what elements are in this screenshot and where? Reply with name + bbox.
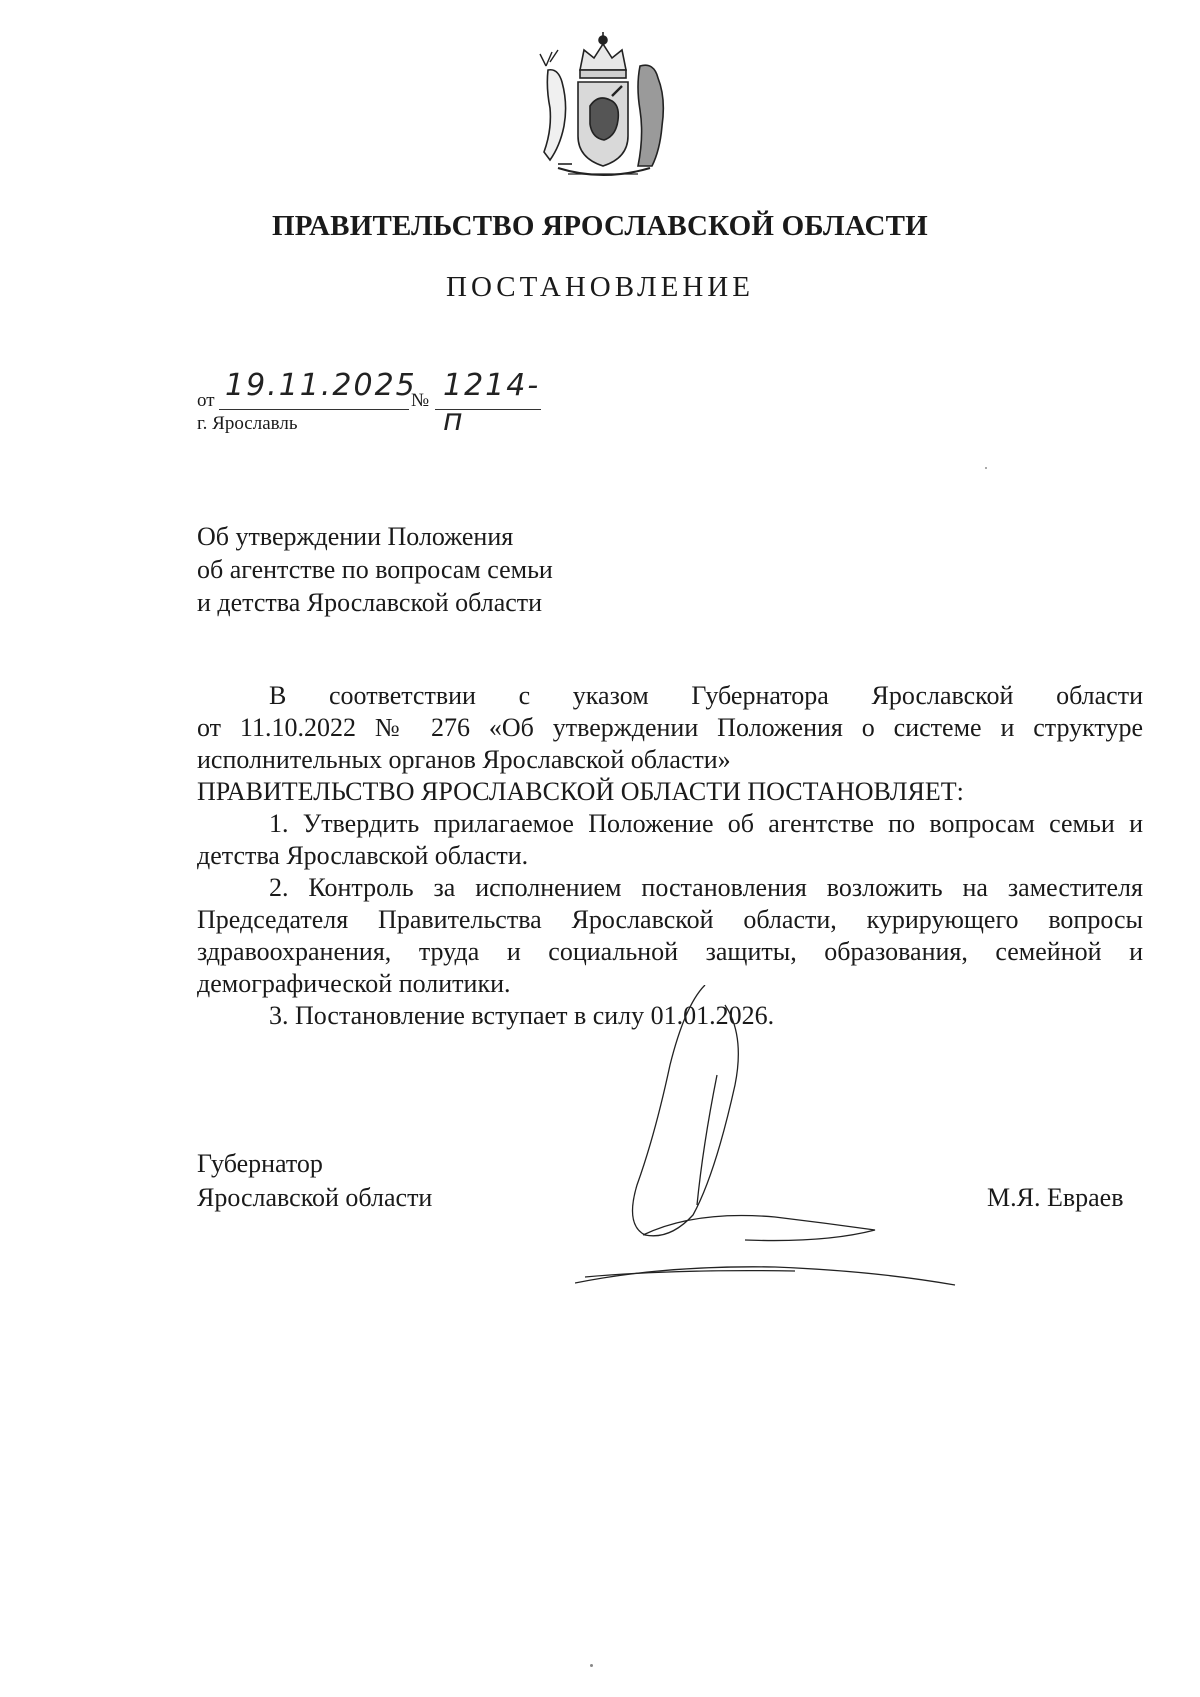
city: г. Ярославль: [197, 413, 298, 434]
handwritten-date: 19.11.2025: [225, 368, 417, 403]
handwritten-number: 1214-п: [443, 368, 541, 438]
number-prefix: №: [411, 390, 430, 411]
item-1: 1. Утвердить прилагаемое Положение об агентстве по вопросам семьи и детства Ярославской области.: [197, 809, 1143, 870]
subject-line: и детства Ярославской области: [197, 588, 543, 617]
document-type: ПОСТАНОВЛЕНИЕ: [446, 271, 754, 303]
item-2: 2. Контроль за исполнением постановления возложить на заместителя Председателя Правительства Ярославской области, курирующего вопросы здравоохранения, труда и социальной защиты, образования, семейной и демографической политики.: [197, 873, 1143, 998]
signatory-title: [197, 1147, 432, 1215]
organization-title: ПРАВИТЕЛЬСТВО ЯРОСЛАВСКОЙ ОБЛАСТИ: [272, 210, 928, 242]
signatory-title-line: Губернатор: [197, 1149, 323, 1178]
subject-line: Об утверждении Положения: [197, 522, 514, 551]
document-body: [197, 680, 1143, 1032]
document-subject: [197, 520, 553, 619]
preamble-line: исполнительных органов Ярославской области»: [197, 745, 731, 774]
preamble-line: В соответствии с указом Губернатора Ярославской области: [269, 681, 1143, 710]
handwritten-signature: [575, 985, 965, 1305]
resolution-clause: ПРАВИТЕЛЬСТВО ЯРОСЛАВСКОЙ ОБЛАСТИ ПОСТАНОВЛЯЕТ:: [197, 777, 964, 806]
date-prefix: от: [197, 390, 215, 411]
signatory-name: М.Я. Евраев: [987, 1183, 1124, 1212]
coat-of-arms-icon: [528, 26, 678, 186]
scan-mark: [590, 1664, 593, 1667]
item-3: 3. Постановление вступает в силу 01.01.2026.: [269, 1001, 775, 1030]
date-underline: [219, 409, 409, 410]
scan-speck: [985, 467, 987, 469]
signatory-title-line: Ярославской области: [197, 1183, 433, 1212]
subject-line: об агентстве по вопросам семьи: [197, 555, 553, 584]
preamble-line: от 11.10.2022 № 276 «Об утверждении Положения о системе и структуре: [197, 713, 1143, 742]
